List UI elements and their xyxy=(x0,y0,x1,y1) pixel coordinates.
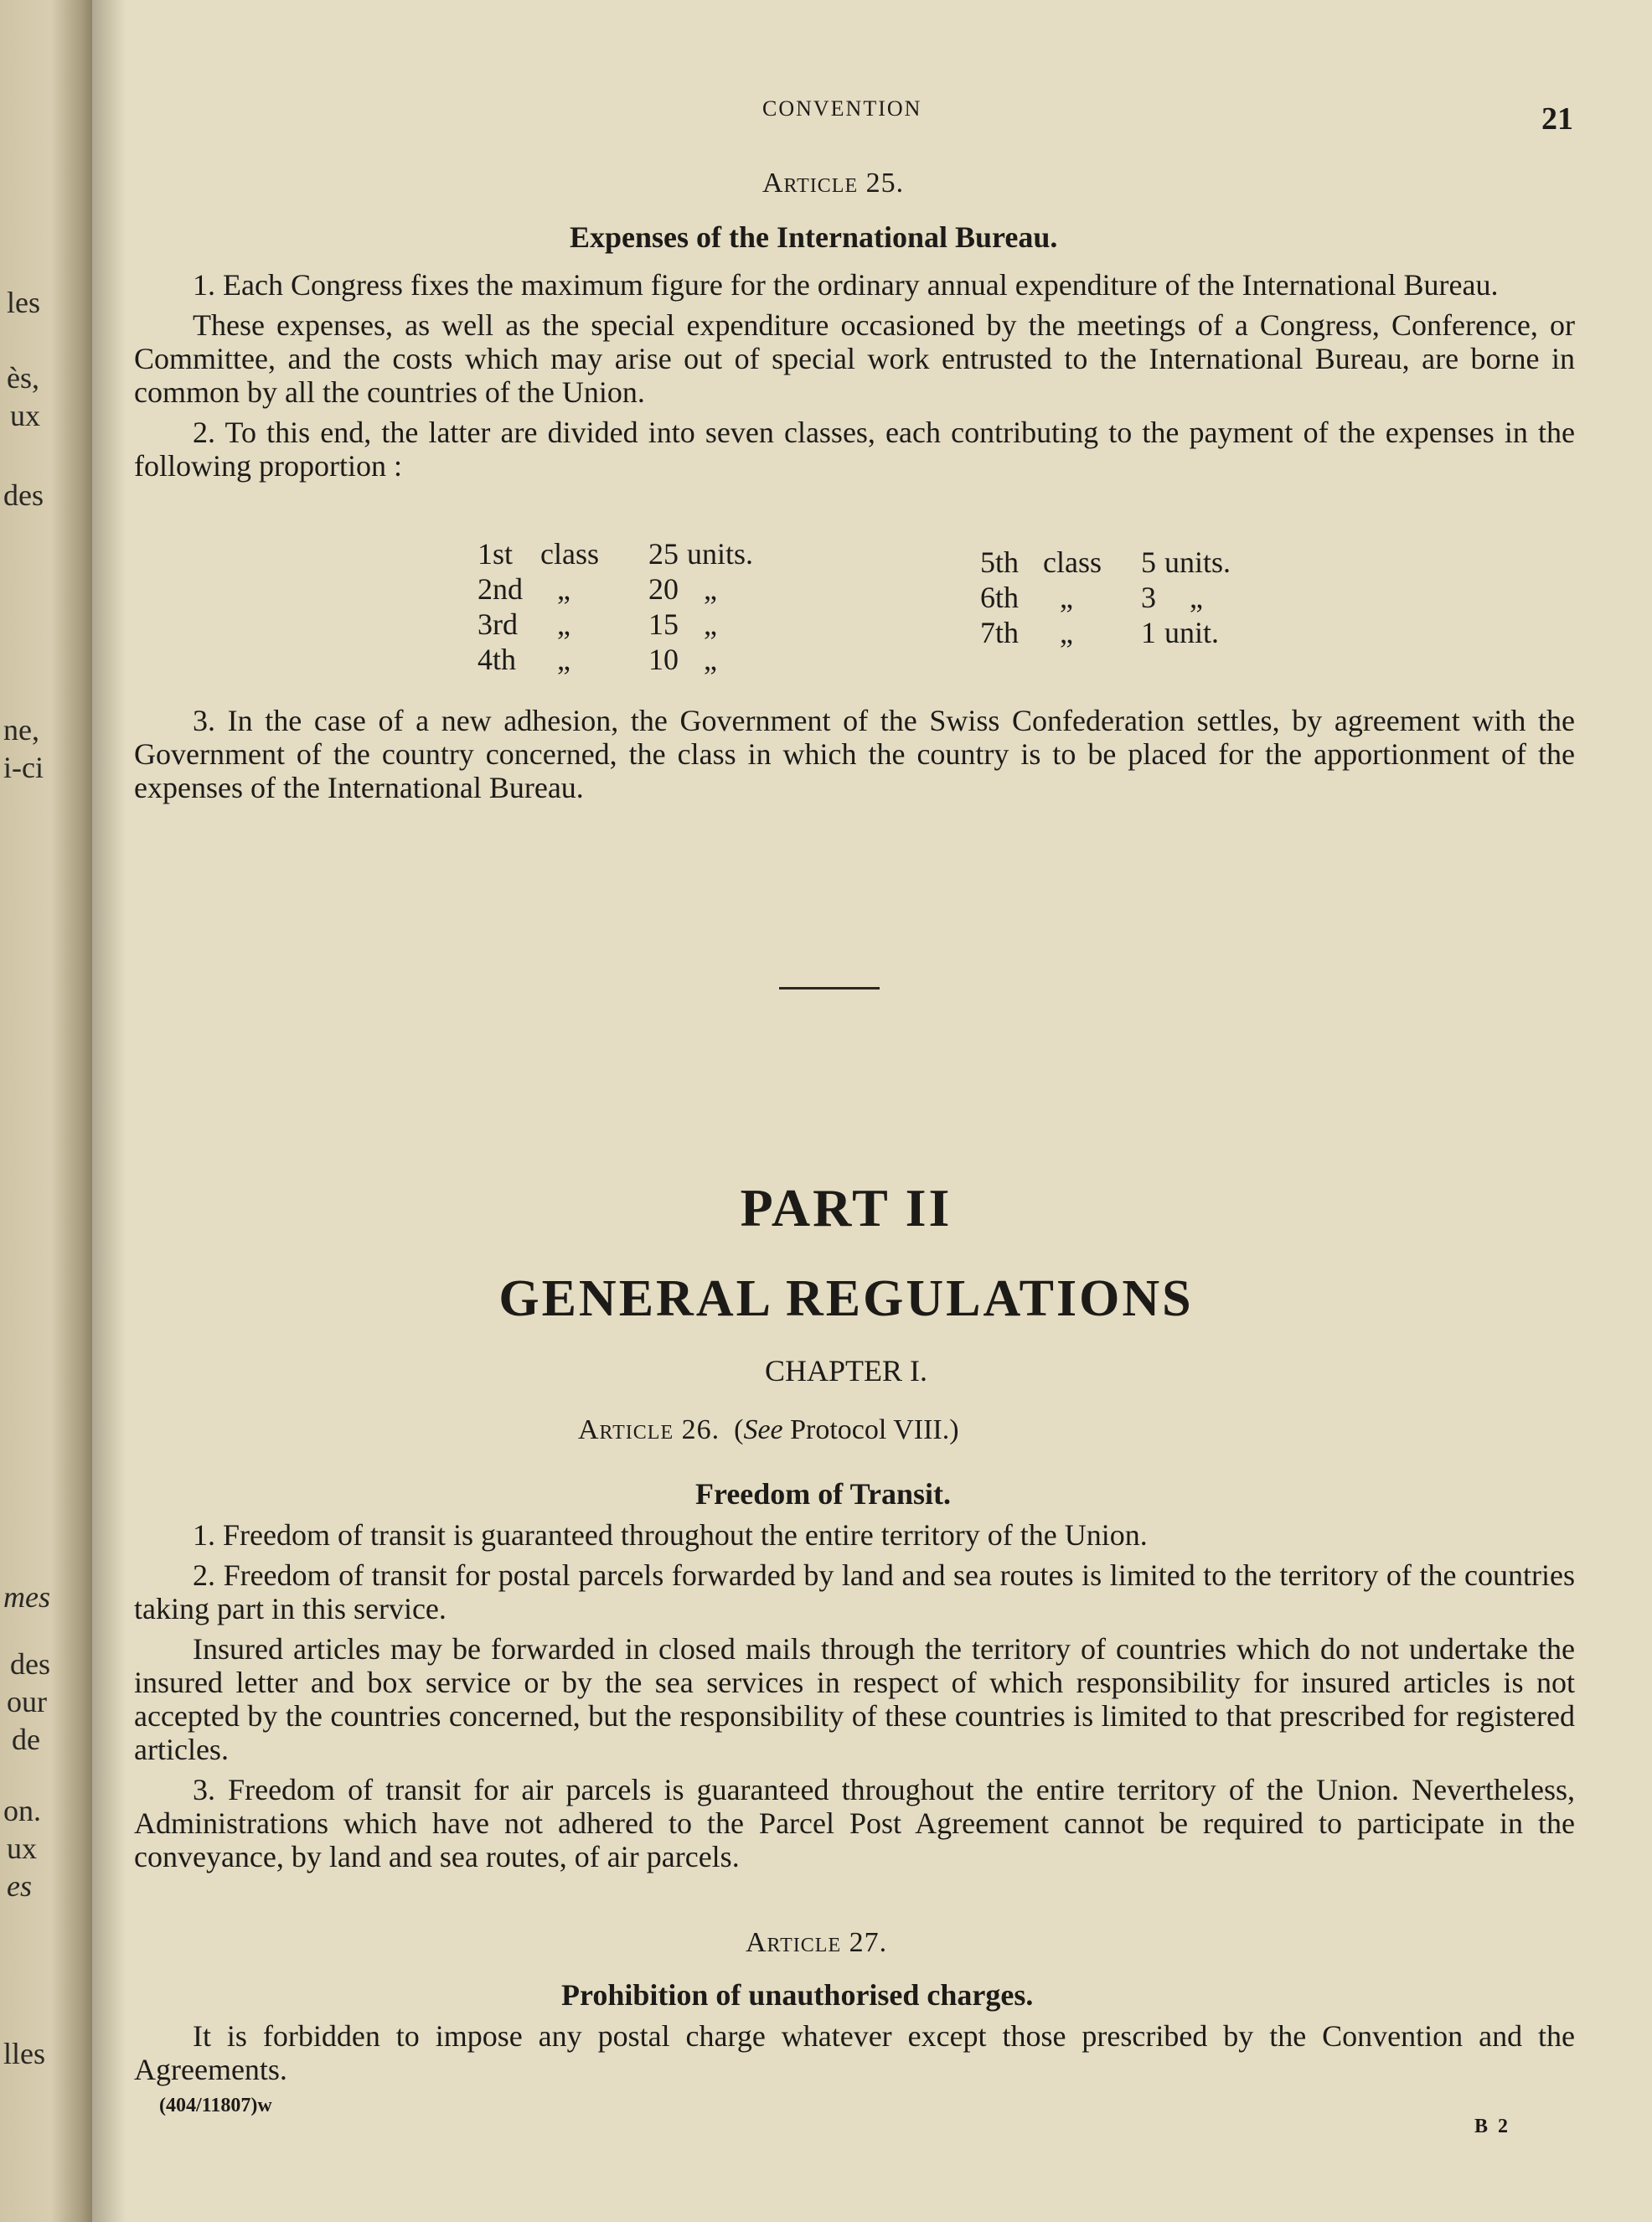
class-ordinal: 2nd xyxy=(478,572,523,606)
class-row xyxy=(478,642,829,677)
article-26-para-1: 1. Freedom of transit is guaranteed throughout the entire territory of the Union. xyxy=(193,1518,1148,1552)
facing-page-fragment: our xyxy=(7,1685,47,1718)
class-row xyxy=(980,580,1332,615)
class-unit-label: unit. xyxy=(1164,616,1220,649)
article-26-see: See xyxy=(743,1414,783,1445)
class-units: 3 xyxy=(1141,581,1156,614)
class-unit-label: „ xyxy=(704,572,717,606)
facing-page-fragment: des xyxy=(10,1647,50,1681)
facing-page-fragment: ux xyxy=(10,399,40,432)
facing-page-fragment: mes xyxy=(3,1580,50,1614)
class-units: 5 xyxy=(1141,545,1156,579)
facing-page-fragment: ux xyxy=(7,1832,37,1865)
class-word: class xyxy=(1043,545,1102,579)
facing-page-fragment: les xyxy=(7,286,40,319)
facing-page-fragment: de xyxy=(12,1723,40,1756)
part-title: PART II xyxy=(740,1178,952,1238)
class-unit-label: „ xyxy=(704,643,717,676)
class-word: „ xyxy=(557,572,570,606)
class-unit-label: units. xyxy=(687,537,754,571)
class-row xyxy=(478,571,829,607)
regulations-title: GENERAL REGULATIONS xyxy=(498,1270,1194,1327)
class-ordinal: 4th xyxy=(478,643,517,676)
class-row xyxy=(478,536,829,571)
article-27-title: Prohibition of unauthorised charges. xyxy=(561,1978,1034,2012)
class-ordinal: 5th xyxy=(980,545,1020,579)
article-25-title: Expenses of the International Bureau. xyxy=(570,220,1058,254)
article-26-para-2: 2. Freedom of transit for postal parcels forwarded by land and sea routes is limited to the territory of the countries taking part in this service. xyxy=(134,1558,1575,1625)
class-units: 1 xyxy=(1141,616,1156,649)
article-25-heading: Article 25. xyxy=(762,168,905,199)
gutter-shadow xyxy=(92,0,126,2222)
class-unit-label: „ xyxy=(704,607,717,641)
document-page xyxy=(126,0,1652,2222)
article-27-para-1: It is forbidden to impose any postal charge whatever except those prescribed by the Convention and the Agreements. xyxy=(134,2019,1575,2086)
class-units: 15 xyxy=(648,607,679,641)
running-head: CONVENTION xyxy=(762,96,922,121)
class-units: 10 xyxy=(648,643,679,676)
article-25-body xyxy=(134,268,1575,489)
facing-page-fragment: ne, xyxy=(3,713,39,747)
article-26-para-3: 3. Freedom of transit for air parcels is guaranteed throughout the entire territory of the Union. Nevertheless, Administrations which have not adhered to the Parcel Post Agreement cannot be required to participate in the conveyance, by land and sea routes, of air parcels. xyxy=(134,1773,1575,1873)
class-ordinal: 7th xyxy=(980,616,1020,649)
facing-page-fragment: on. xyxy=(3,1794,41,1827)
signature-mark: B 2 xyxy=(1474,2116,1511,2137)
class-word: „ xyxy=(1060,581,1073,614)
facing-page-fragment: lles xyxy=(3,2037,45,2070)
article-26-body xyxy=(134,1518,1575,1880)
class-column-left xyxy=(478,536,829,677)
class-word: „ xyxy=(557,643,570,676)
class-word: class xyxy=(540,537,599,571)
facing-page-fragment: ès, xyxy=(7,361,39,395)
facing-page-fragment: des xyxy=(3,478,44,512)
article-26-heading: Article 26. (See Protocol VIII.) xyxy=(578,1414,959,1445)
class-unit-label: „ xyxy=(1190,581,1203,614)
class-row xyxy=(980,545,1332,580)
class-units: 25 xyxy=(648,537,679,571)
chapter-title: CHAPTER I. xyxy=(764,1354,927,1387)
class-unit-label: units. xyxy=(1164,545,1231,579)
article-27-heading: Article 27. xyxy=(746,1927,888,1958)
article-25-para-1: 1. Each Congress fixes the maximum figure for the ordinary annual expenditure of the International Bureau. xyxy=(193,268,1499,302)
facing-page-edge xyxy=(0,0,92,2222)
article-26-label: Article 26. xyxy=(578,1414,720,1445)
article-25-para-3-container xyxy=(134,704,1575,811)
class-row xyxy=(478,607,829,642)
article-26-title: Freedom of Transit. xyxy=(695,1477,951,1511)
class-row xyxy=(980,615,1332,650)
class-ordinal: 1st xyxy=(478,537,514,571)
article-25-para-2: 2. To this end, the latter are divided into seven classes, each contributing to the payment of the expenses in the following proportion : xyxy=(134,416,1575,483)
article-27-body xyxy=(134,2019,1575,2093)
article-26-protocol-ref: Protocol VIII.) xyxy=(790,1414,959,1445)
article-25-para-1b: These expenses, as well as the special expenditure occasioned by the meetings of a Congress, Conference, or Committee, and the costs which may arise out of special work entrusted to the International Bureau, are borne in common by all the countries of the Union. xyxy=(134,308,1575,409)
article-26-para-2b: Insured articles may be forwarded in closed mails through the territory of countries which do not undertake the insured letter and box service or by the sea services in respect of which responsibility for insured articles is not accepted by the countries concerned, but the responsibility of these countries is limited to that prescribed for registered articles. xyxy=(134,1632,1575,1766)
article-25-para-3: 3. In the case of a new adhesion, the Government of the Swiss Confederation settles, by agreement with the Government of the country concerned, the class in which the country is to be placed for the apportionment of the expenses of the International Bureau. xyxy=(134,704,1575,804)
printer-code: (404/11807)w xyxy=(159,2095,272,2116)
class-word: „ xyxy=(557,607,570,641)
page-number: 21 xyxy=(1541,101,1573,137)
section-divider-rule xyxy=(779,987,880,990)
facing-page-fragment: es xyxy=(7,1869,32,1903)
class-units: 20 xyxy=(648,572,679,606)
class-ordinal: 6th xyxy=(980,581,1020,614)
facing-page-fragment: i-ci xyxy=(3,751,44,784)
class-ordinal: 3rd xyxy=(478,607,518,641)
class-word: „ xyxy=(1060,616,1073,649)
class-column-right xyxy=(980,545,1332,650)
